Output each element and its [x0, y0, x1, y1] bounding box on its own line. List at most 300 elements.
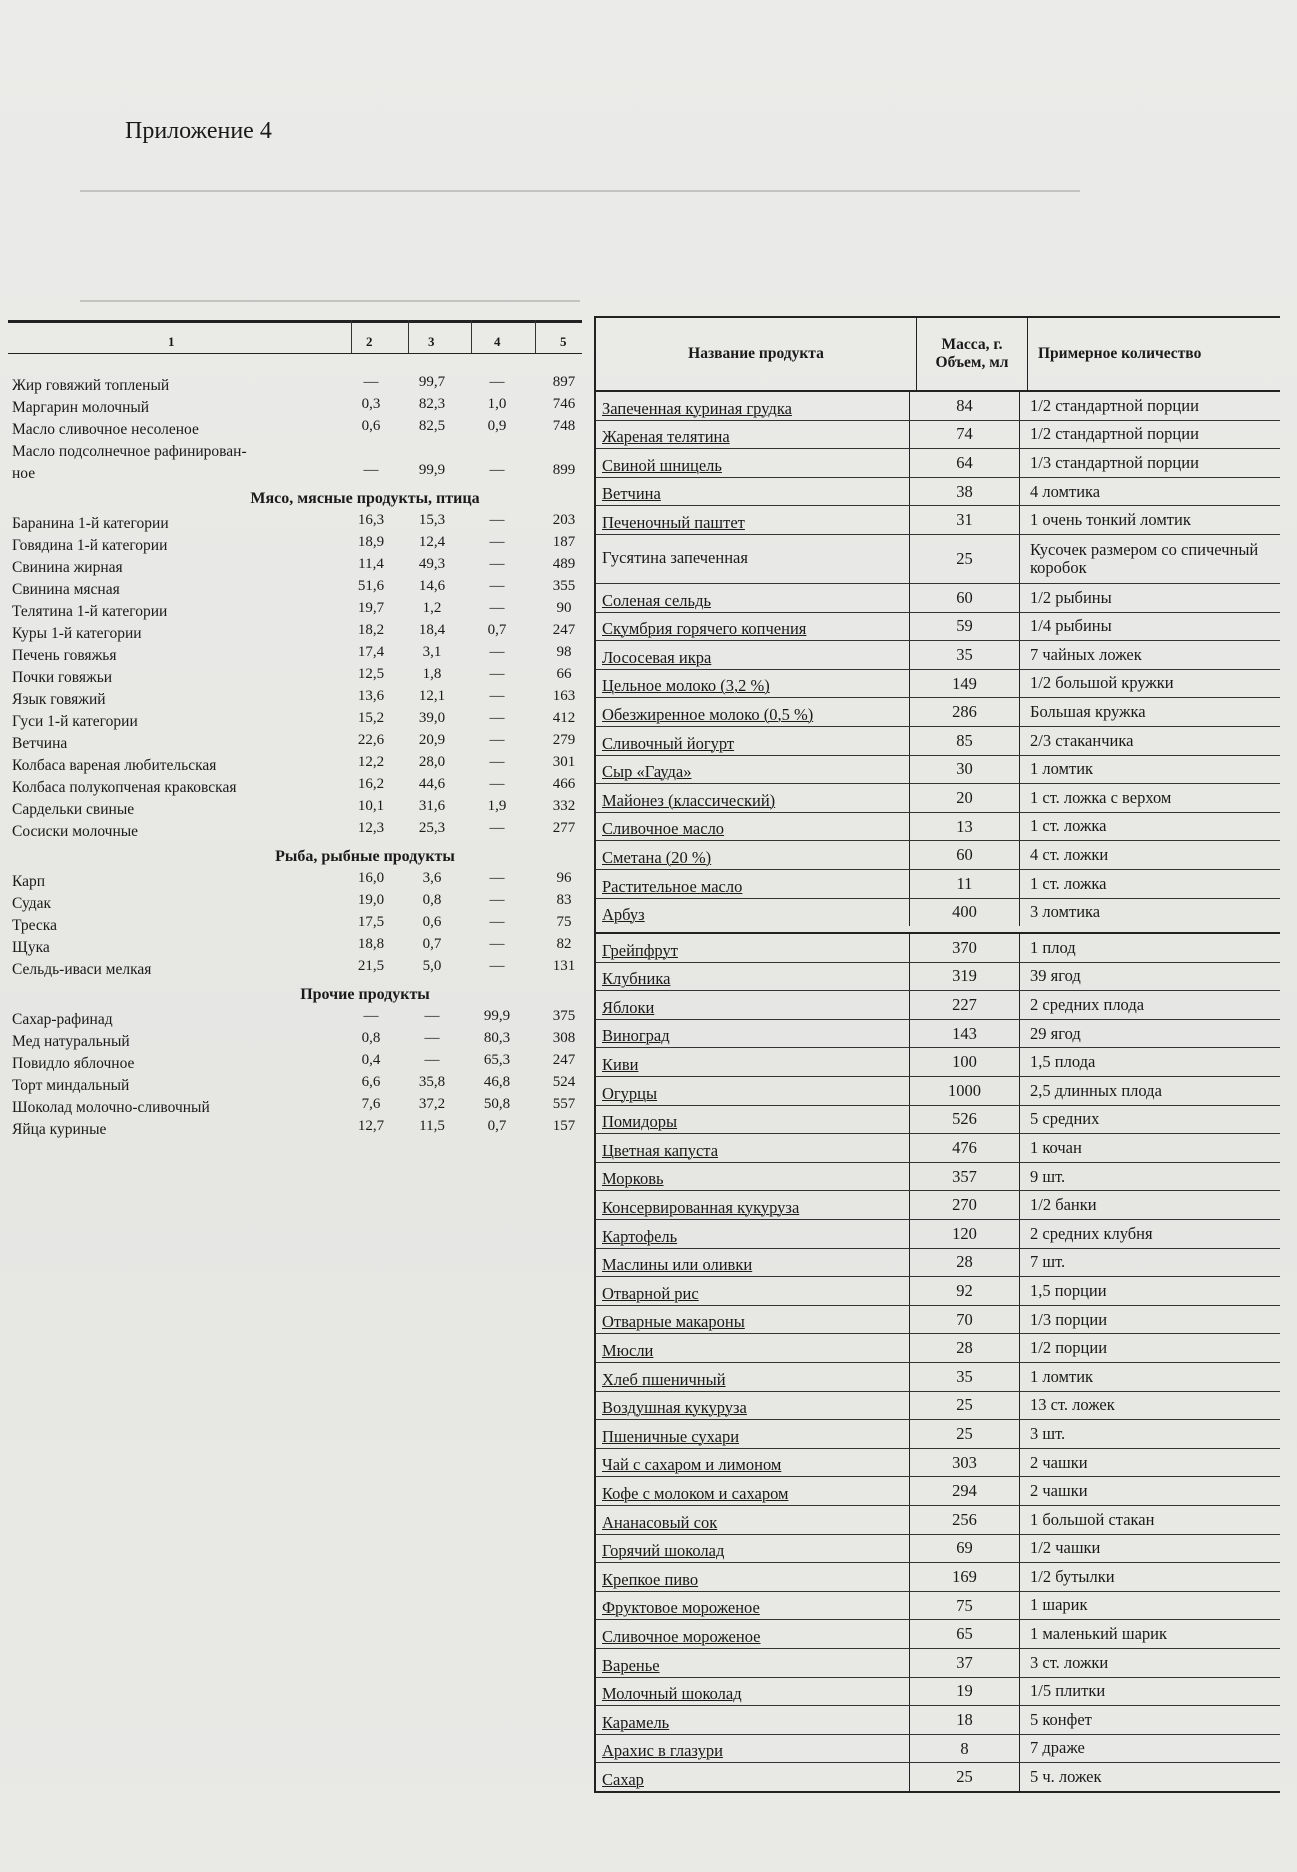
protein-value: 16,0: [357, 870, 385, 886]
table-row: [596, 1106, 1280, 1135]
mass-value: 294: [910, 1477, 1020, 1505]
table-row: [596, 392, 1280, 421]
carbs-value: 1,9: [487, 798, 507, 814]
amount-value: 1 ломтик: [1030, 759, 1094, 779]
mass-value: 286: [910, 698, 1020, 726]
amount-value: 3 ст. ложки: [1030, 1652, 1109, 1672]
product-name: Помидоры: [596, 1106, 910, 1134]
product-name: Щука: [12, 939, 50, 956]
energy-value: 131: [552, 958, 576, 974]
table-row: [596, 756, 1280, 785]
table-row: [8, 1118, 582, 1140]
amount-value: 1 плод: [1030, 937, 1076, 957]
table-row: [596, 1191, 1280, 1220]
protein-value: 12,2: [357, 754, 385, 770]
protein-value: 0,8: [361, 1030, 381, 1046]
header-amount: Примерное количество: [1038, 345, 1202, 362]
product-name: Свиной шницель: [596, 449, 910, 477]
amount-value: 1 маленький шарик: [1030, 1624, 1168, 1644]
table-row: [596, 535, 1280, 584]
product-name: Варенье: [596, 1649, 910, 1677]
table-row: [596, 1477, 1280, 1506]
col-separator: [351, 320, 352, 353]
header-rule: [8, 353, 582, 354]
amount-value: 1,5 плода: [1030, 1052, 1096, 1072]
protein-value: 0,3: [361, 396, 381, 412]
protein-value: 12,3: [357, 820, 385, 836]
product-name: Сосиски молочные: [12, 823, 139, 840]
mass-value: 37: [910, 1649, 1020, 1677]
table-row: [596, 698, 1280, 727]
product-name: Гусятина запеченная: [596, 535, 910, 583]
fat-value: 99,7: [418, 374, 446, 390]
energy-value: 746: [552, 396, 576, 412]
header-product-name: Название продукта: [596, 318, 917, 390]
table-row: [596, 1420, 1280, 1449]
energy-value: 748: [552, 418, 576, 434]
table-row: [8, 1030, 582, 1052]
protein-value: 0,4: [361, 1052, 381, 1068]
carbs-value: —: [489, 512, 505, 528]
product-name: Майонез (классический): [596, 784, 910, 812]
table-row: [596, 1678, 1280, 1707]
energy-value: 899: [552, 462, 576, 478]
fat-value: 44,6: [418, 776, 446, 792]
product-name: Картофель: [596, 1220, 910, 1248]
amount-value: 5 ч. ложек: [1030, 1767, 1102, 1787]
amount-value: 1 ст. ложка: [1030, 873, 1107, 893]
fat-value: 99,9: [418, 462, 446, 478]
fat-value: 1,2: [422, 600, 442, 616]
table-row: [596, 1563, 1280, 1592]
carbs-value: —: [489, 688, 505, 704]
protein-value: 18,2: [357, 622, 385, 638]
mass-value: 256: [910, 1506, 1020, 1534]
amount-value: Кусочек размером со спичечный коробок: [1030, 539, 1259, 577]
amount-value: 3 ломтика: [1030, 902, 1101, 922]
fat-value: 14,6: [418, 578, 446, 594]
energy-value: 96: [556, 870, 572, 886]
protein-value: 17,4: [357, 644, 385, 660]
amount-value: 1/2 рыбины: [1030, 587, 1112, 607]
table-row: [596, 449, 1280, 478]
mass-value: 25: [910, 1763, 1020, 1791]
fat-value: 12,1: [418, 688, 446, 704]
protein-value: 18,9: [357, 534, 385, 550]
mass-value: 143: [910, 1020, 1020, 1048]
mass-value: 60: [910, 584, 1020, 612]
protein-value: 12,7: [357, 1118, 385, 1134]
amount-value: 1/2 бутылки: [1030, 1566, 1115, 1586]
col-header-1: 1: [168, 334, 175, 349]
table-row: [8, 732, 582, 754]
mass-value: 1000: [910, 1077, 1020, 1105]
product-name: Свинина жирная: [12, 559, 123, 576]
mass-value: 70: [910, 1306, 1020, 1334]
product-name: Повидло яблочное: [12, 1055, 135, 1072]
fat-value: 12,4: [418, 534, 446, 550]
table-row: [8, 462, 582, 484]
energy-value: 308: [552, 1030, 576, 1046]
product-name: Отварной рис: [596, 1277, 910, 1305]
table-row: [596, 1020, 1280, 1049]
table-row: [8, 418, 582, 440]
table-column-header: [8, 329, 582, 355]
product-name: Морковь: [596, 1163, 910, 1191]
mass-value: 25: [910, 1392, 1020, 1420]
amount-value: 1 очень тонкий ломтик: [1030, 510, 1191, 530]
product-name: Консервированная кукуруза: [596, 1191, 910, 1219]
amount-value: 1/4 рыбины: [1030, 616, 1112, 636]
product-name: Молочный шоколад: [596, 1678, 910, 1706]
carbs-value: —: [489, 870, 505, 886]
product-name: Масло сливочное несоленое: [12, 421, 199, 438]
table-row: [8, 710, 582, 732]
product-name: Сметана (20 %): [596, 841, 910, 869]
protein-value: 7,6: [361, 1096, 381, 1112]
table-row: [8, 534, 582, 556]
col-header-4: 4: [494, 334, 501, 349]
mass-value: 84: [910, 392, 1020, 420]
bleed-through-line: [80, 190, 1080, 192]
amount-value: 1 ломтик: [1030, 1366, 1094, 1386]
carbs-value: 0,7: [487, 622, 507, 638]
energy-value: 466: [552, 776, 576, 792]
portion-table: [594, 316, 1280, 1793]
amount-value: 29 ягод: [1030, 1023, 1081, 1043]
protein-value: 11,4: [358, 556, 384, 572]
energy-value: 163: [552, 688, 576, 704]
amount-value: 1/2 стандартной порции: [1030, 424, 1199, 444]
product-name: Отварные макароны: [596, 1306, 910, 1334]
energy-value: 277: [552, 820, 576, 836]
energy-value: 90: [556, 600, 572, 616]
table-row: [8, 776, 582, 798]
fat-value: 3,1: [422, 644, 442, 660]
section-heading-meat: Мясо, мясные продукты, птица: [250, 490, 480, 507]
table-row: [596, 784, 1280, 813]
protein-value: 16,3: [357, 512, 385, 528]
fat-value: 49,3: [418, 556, 446, 572]
amount-value: 1/5 плитки: [1030, 1681, 1106, 1701]
section-heading-fish: Рыба, рыбные продукты: [275, 848, 455, 865]
col-separator: [471, 320, 472, 353]
product-name: Запеченная куриная грудка: [596, 392, 910, 420]
table-row: [596, 813, 1280, 842]
energy-value: 83: [556, 892, 572, 908]
carbs-value: —: [489, 732, 505, 748]
protein-value: 51,6: [357, 578, 385, 594]
amount-value: 1/2 банки: [1030, 1195, 1097, 1215]
table-row: [596, 1506, 1280, 1535]
product-name: Куры 1-й категории: [12, 625, 142, 642]
table-row: [596, 1620, 1280, 1649]
carbs-value: —: [489, 892, 505, 908]
table-row: [596, 1449, 1280, 1478]
product-name: Язык говяжий: [12, 691, 106, 708]
product-name: Сахар: [596, 1763, 910, 1791]
table-row: [596, 1535, 1280, 1564]
table-row: [8, 666, 582, 688]
mass-value: 35: [910, 1363, 1020, 1391]
amount-value: 39 ягод: [1030, 966, 1081, 986]
product-name: Маслины или оливки: [596, 1249, 910, 1277]
mass-value: 526: [910, 1106, 1020, 1134]
product-name: Огурцы: [596, 1077, 910, 1105]
carbs-value: —: [489, 644, 505, 660]
protein-value: 0,6: [361, 418, 381, 434]
product-name: Виноград: [596, 1020, 910, 1048]
amount-value: 5 конфет: [1030, 1709, 1092, 1729]
fat-value: 18,4: [418, 622, 446, 638]
energy-value: 897: [552, 374, 576, 390]
carbs-value: —: [489, 556, 505, 572]
product-name: Сыр «Гауда»: [596, 756, 910, 784]
mass-value: 400: [910, 899, 1020, 927]
protein-value: —: [363, 462, 379, 478]
fat-value: 28,0: [418, 754, 446, 770]
product-name: Пшеничные сухари: [596, 1420, 910, 1448]
carbs-value: —: [489, 936, 505, 952]
carbs-value: —: [489, 666, 505, 682]
energy-value: 247: [552, 1052, 576, 1068]
table-row: [8, 1008, 582, 1030]
product-name: Печеночный паштет: [596, 506, 910, 534]
amount-value: 2 средних клубня: [1030, 1223, 1153, 1243]
amount-value: 5 средних: [1030, 1109, 1100, 1129]
table-row: [596, 478, 1280, 507]
amount-value: 7 чайных ложек: [1030, 644, 1142, 664]
mass-value: 357: [910, 1163, 1020, 1191]
col-header-2: 2: [366, 334, 373, 349]
protein-value: 22,6: [357, 732, 385, 748]
table-row: [8, 1052, 582, 1074]
mass-value: 149: [910, 670, 1020, 698]
product-name: Торт миндальный: [12, 1077, 130, 1094]
amount-value: 1 кочан: [1030, 1137, 1082, 1157]
mass-value: 31: [910, 506, 1020, 534]
carbs-value: —: [489, 914, 505, 930]
protein-value: —: [363, 374, 379, 390]
table-row: [596, 991, 1280, 1020]
product-name: Сливочное мороженое: [596, 1620, 910, 1648]
fat-value: 39,0: [418, 710, 446, 726]
carbs-value: —: [489, 534, 505, 550]
carbs-value: —: [489, 710, 505, 726]
mass-value: 100: [910, 1048, 1020, 1076]
table-row: [8, 644, 582, 666]
energy-value: 82: [556, 936, 572, 952]
table-row: [596, 1763, 1280, 1791]
protein-value: 13,6: [357, 688, 385, 704]
col-separator: [408, 320, 409, 353]
product-name: Горячий шоколад: [596, 1535, 910, 1563]
carbs-value: —: [489, 462, 505, 478]
mass-value: 74: [910, 421, 1020, 449]
table-row: [8, 440, 582, 462]
table-row: [596, 1077, 1280, 1106]
product-name: Ветчина: [596, 478, 910, 506]
table-row: [596, 963, 1280, 992]
product-name: Сливочное масло: [596, 813, 910, 841]
fat-value: 5,0: [422, 958, 442, 974]
amount-value: 7 драже: [1030, 1738, 1085, 1758]
fat-value: 31,6: [418, 798, 446, 814]
mass-value: 64: [910, 449, 1020, 477]
protein-value: 6,6: [361, 1074, 381, 1090]
product-name: Чай с сахаром и лимоном: [596, 1449, 910, 1477]
amount-value: 1/3 стандартной порции: [1030, 452, 1199, 472]
table-row: [8, 1074, 582, 1096]
amount-value: 4 ст. ложки: [1030, 845, 1109, 865]
table-row: [596, 1592, 1280, 1621]
mass-value: 60: [910, 841, 1020, 869]
table-row: [596, 670, 1280, 699]
portion-table-header: [596, 318, 1280, 392]
fat-value: —: [424, 1030, 440, 1046]
mass-value: 75: [910, 1592, 1020, 1620]
carbs-value: 46,8: [483, 1074, 511, 1090]
header-mass: Масса, г. Объем, мл: [917, 318, 1028, 390]
table-row: [8, 556, 582, 578]
product-name: Яблоки: [596, 991, 910, 1019]
mass-value: 8: [910, 1735, 1020, 1763]
mass-value: 227: [910, 991, 1020, 1019]
mass-value: 370: [910, 934, 1020, 962]
product-name: Хлеб пшеничный: [596, 1363, 910, 1391]
product-name: Карп: [12, 873, 46, 890]
energy-value: 489: [552, 556, 576, 572]
mass-value: 19: [910, 1678, 1020, 1706]
table-row: [596, 1163, 1280, 1192]
product-name: Сливочный йогурт: [596, 727, 910, 755]
fat-value: 11,5: [419, 1118, 445, 1134]
table-row: [596, 1334, 1280, 1363]
fat-value: 35,8: [418, 1074, 446, 1090]
fat-value: 82,3: [418, 396, 446, 412]
portion-table-block-a: [596, 392, 1280, 926]
table-body: [8, 374, 582, 1140]
table-row: [596, 1134, 1280, 1163]
table-row: [8, 622, 582, 644]
product-name: Обезжиренное молоко (0,5 %): [596, 698, 910, 726]
mass-value: 120: [910, 1220, 1020, 1248]
protein-value: —: [363, 1008, 379, 1024]
carbs-value: 0,7: [487, 1118, 507, 1134]
mass-value: 59: [910, 613, 1020, 641]
fat-value: 0,6: [422, 914, 442, 930]
table-row: [8, 936, 582, 958]
product-name: Баранина 1-й категории: [12, 515, 169, 532]
table-row: [596, 1306, 1280, 1335]
mass-value: 25: [910, 1420, 1020, 1448]
carbs-value: 99,9: [483, 1008, 511, 1024]
product-name: Яйца куриные: [12, 1121, 107, 1138]
energy-value: 157: [552, 1118, 576, 1134]
amount-value: 7 шт.: [1030, 1252, 1066, 1272]
mass-value: 30: [910, 756, 1020, 784]
amount-value: 2 чашки: [1030, 1481, 1088, 1501]
table-row: [596, 870, 1280, 899]
table-row: [596, 641, 1280, 670]
block-divider: [596, 926, 1280, 934]
amount-value: 1/2 стандартной порции: [1030, 395, 1199, 415]
table-row: [8, 754, 582, 776]
mass-value: 303: [910, 1449, 1020, 1477]
product-name: Сельдь-иваси мелкая: [12, 961, 152, 978]
col-header-5: 5: [560, 334, 567, 349]
product-name: Арбуз: [596, 899, 910, 927]
product-name: Растительное масло: [596, 870, 910, 898]
mass-value: 270: [910, 1191, 1020, 1219]
fat-value: 0,8: [422, 892, 442, 908]
product-name: Телятина 1-й категории: [12, 603, 168, 620]
amount-value: 2 чашки: [1030, 1452, 1088, 1472]
mass-value: 35: [910, 641, 1020, 669]
table-row: [596, 506, 1280, 535]
table-row: [596, 1048, 1280, 1077]
protein-value: 16,2: [357, 776, 385, 792]
product-name: Мюсли: [596, 1334, 910, 1362]
product-name: Карамель: [596, 1706, 910, 1734]
product-name: Маргарин молочный: [12, 399, 150, 416]
product-name: Говядина 1-й категории: [12, 537, 168, 554]
energy-value: 557: [552, 1096, 576, 1112]
table-row: [596, 1392, 1280, 1421]
mass-value: 476: [910, 1134, 1020, 1162]
table-row: [596, 727, 1280, 756]
col-header-3: 3: [428, 334, 435, 349]
table-row: [596, 584, 1280, 613]
energy-value: 524: [552, 1074, 576, 1090]
table-row: [8, 578, 582, 600]
amount-value: 13 ст. ложек: [1030, 1395, 1115, 1415]
amount-value: 3 шт.: [1030, 1423, 1066, 1443]
carbs-value: 65,3: [483, 1052, 511, 1068]
product-name: Колбаса полукопченая краковская: [12, 779, 237, 796]
protein-value: 15,2: [357, 710, 385, 726]
table-row: [596, 1277, 1280, 1306]
product-name: Судак: [12, 895, 52, 912]
mass-value: 319: [910, 963, 1020, 991]
mass-value: 25: [910, 535, 1020, 583]
table-row: [8, 688, 582, 710]
product-name: Почки говяжьи: [12, 669, 113, 686]
amount-value: 1 ст. ложка с верхом: [1030, 787, 1172, 807]
amount-value: 1/2 чашки: [1030, 1538, 1101, 1558]
product-name: Шоколад молочно-сливочный: [12, 1099, 210, 1116]
table-row: [596, 613, 1280, 642]
carbs-value: —: [489, 820, 505, 836]
col-separator: [535, 320, 536, 353]
energy-value: 75: [556, 914, 572, 930]
energy-value: 412: [552, 710, 576, 726]
carbs-value: —: [489, 578, 505, 594]
amount-value: 1 шарик: [1030, 1595, 1088, 1615]
energy-value: 203: [552, 512, 576, 528]
table-row: [8, 958, 582, 980]
table-row: [8, 820, 582, 842]
mass-value: 13: [910, 813, 1020, 841]
table-row: [596, 1706, 1280, 1735]
table-row: [596, 1220, 1280, 1249]
table-row: [8, 798, 582, 820]
mass-value: 85: [910, 727, 1020, 755]
amount-value: 1 большой стакан: [1030, 1509, 1155, 1529]
table-row: [596, 421, 1280, 450]
fat-value: 82,5: [418, 418, 446, 434]
mass-value: 18: [910, 1706, 1020, 1734]
